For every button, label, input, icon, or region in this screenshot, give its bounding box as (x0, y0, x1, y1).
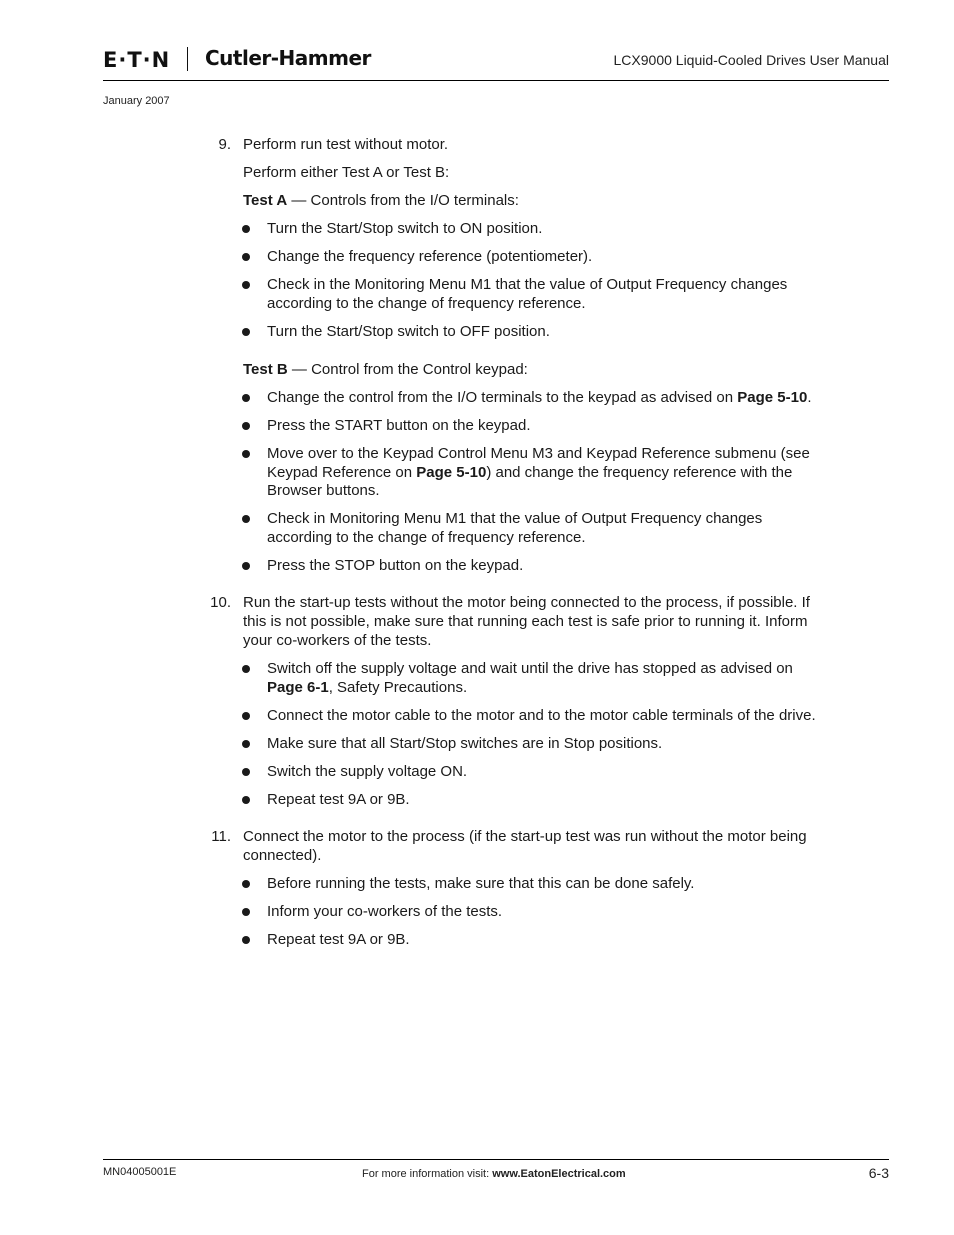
list-item: Move over to the Keypad Control Menu M3 and Keypad Reference submenu (see (267, 445, 810, 462)
list-item-continuation: Browser buttons. (267, 482, 380, 499)
page-reference-link: Page 6-1 (267, 679, 329, 696)
list-item-text: , Safety Precautions. (328, 679, 468, 696)
document-number: MN04005001E (103, 1166, 177, 1178)
page-header (103, 44, 889, 80)
bullet-icon (242, 394, 250, 402)
list-item: Turn the Start/Stop switch to OFF position. (267, 323, 550, 340)
list-item: Make sure that all Start/Stop switches are in Stop positions. (267, 735, 663, 752)
bullet-icon (242, 796, 250, 804)
bullet-icon (242, 422, 250, 430)
list-item: Check in the Monitoring Menu M1 that the value of Output Frequency changes (267, 276, 788, 293)
list-item: Repeat test 9A or 9B. (267, 931, 410, 948)
list-item-text: . (807, 389, 812, 406)
page-number: 6-3 (868, 1165, 889, 1181)
footer-rule (103, 1159, 889, 1160)
document-title: LCX9000 Liquid-Cooled Drives User Manual (613, 52, 889, 68)
website-link[interactable]: www.EatonElectrical.com (492, 1168, 626, 1180)
step-number: 11. (211, 828, 231, 845)
bullet-icon (242, 936, 250, 944)
step-text: this is not possible, make sure that running each test is safe prior to running it. Inform (243, 613, 808, 630)
bullet-icon (242, 450, 250, 458)
bullet-icon (242, 880, 250, 888)
list-item-text: Change the control from the I/O terminals to the keypad as advised on (267, 389, 738, 406)
bullet-icon (242, 225, 250, 233)
test-a-label: Test A (243, 192, 288, 209)
list-item-text: Keypad Reference on (267, 464, 417, 481)
bullet-icon (242, 515, 250, 523)
step-text: connected). (243, 847, 322, 864)
step-title: Perform run test without motor. (243, 136, 449, 153)
list-item: Press the START button on the keypad. (267, 417, 531, 434)
list-item: Inform your co-workers of the tests. (267, 903, 503, 920)
bullet-icon (242, 328, 250, 336)
page-reference-link: Page 5-10 (416, 464, 487, 481)
bullet-icon (242, 768, 250, 776)
list-item-continuation: according to the change of frequency reference. (267, 529, 586, 546)
list-item: Press the STOP button on the keypad. (267, 557, 524, 574)
bullet-icon (242, 253, 250, 261)
test-b-heading (243, 360, 528, 379)
list-item (267, 388, 811, 407)
bullet-icon (242, 562, 250, 570)
list-item: Change the frequency reference (potentiometer). (267, 248, 593, 265)
logo-divider (187, 47, 188, 71)
step-text: your co-workers of the tests. (243, 632, 432, 649)
footer-info (362, 1168, 626, 1180)
list-item: Check in Monitoring Menu M1 that the value of Output Frequency changes (267, 510, 763, 527)
footer-info-text: For more information visit: (362, 1168, 493, 1180)
bullet-icon (242, 740, 250, 748)
list-item: Before running the tests, make sure that this can be done safely. (267, 875, 695, 892)
page-reference-link: Page 5-10 (737, 389, 808, 406)
list-item-continuation (267, 463, 792, 482)
list-item: Connect the motor cable to the motor and to the motor cable terminals of the drive. (267, 707, 816, 724)
list-item: Repeat test 9A or 9B. (267, 791, 410, 808)
list-item: Turn the Start/Stop switch to ON position. (267, 220, 543, 237)
test-b-description: — Control from the Control keypad: (287, 361, 528, 378)
list-item-continuation (267, 678, 467, 697)
step-text: Connect the motor to the process (if the start-up test was run without the motor being (243, 828, 807, 845)
eaton-logo: E·T·N (103, 48, 171, 72)
list-item: Switch off the supply voltage and wait until the drive has stopped as advised on (267, 660, 793, 677)
list-item-continuation: according to the change of frequency reference. (267, 295, 586, 312)
header-rule (103, 80, 889, 81)
list-item: Switch the supply voltage ON. (267, 763, 468, 780)
cutler-hammer-logo: Cutler-Hammer (205, 46, 371, 70)
test-a-heading (243, 191, 519, 210)
step-number: 9. (218, 136, 231, 153)
list-item-text: ) and change the frequency reference with the (486, 464, 793, 481)
test-a-description: — Controls from the I/O terminals: (287, 192, 519, 209)
bullet-icon (242, 908, 250, 916)
step-number: 10. (210, 594, 231, 611)
test-b-label: Test B (243, 361, 288, 378)
step-intro: Perform either Test A or Test B: (243, 164, 450, 181)
bullet-icon (242, 281, 250, 289)
bullet-icon (242, 712, 250, 720)
step-text: Run the start-up tests without the motor being connected to the process, if possible. If (243, 594, 810, 611)
bullet-icon (242, 665, 250, 673)
publication-date: January 2007 (103, 95, 170, 107)
